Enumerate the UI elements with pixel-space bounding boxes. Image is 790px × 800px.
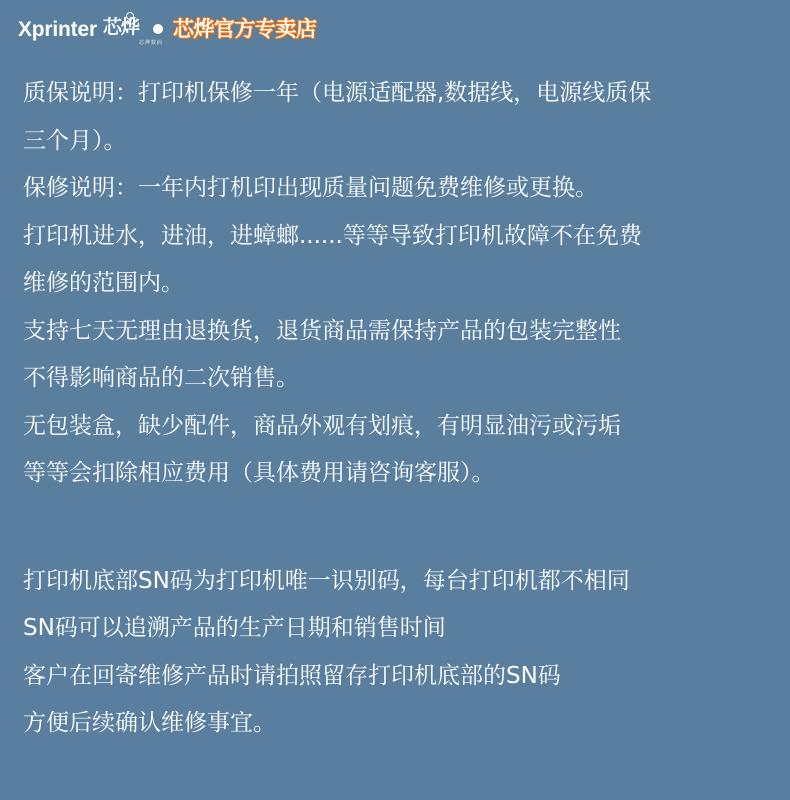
text-line-13: 方便后续确认维修事宜。 [23, 710, 276, 736]
text-line-9: 等等会扣除相应费用（具体费用请咨询客服）。 [23, 460, 495, 486]
text-line-8: 无包装盒，缺少配件，商品外观有划痕，有明显油污或污垢 [23, 412, 621, 439]
paragraph-gap [23, 498, 778, 558]
text-line-11: SN码可以追溯产品的生产日期和销售时间 [23, 615, 446, 641]
text-line-10: 打印机底部SN码为打印机唯一识别码，每台打印机都不相同 [23, 567, 630, 594]
separator-dot-icon [153, 24, 163, 34]
text-line-5: 维修的范围内。 [23, 270, 184, 296]
text-line-4: 打印机进水，进油，进蟑螂......等等导致打印机故障不在免费 [23, 222, 642, 249]
text-line-1: 质保说明：打印机保修一年（电源适配器,数据线，电源线质保 [23, 80, 652, 106]
brand-subtitle: 芯烨数码 [139, 40, 164, 46]
store-name: 芯烨官方专卖店 [172, 16, 317, 41]
text-line-7: 不得影响商品的二次销售。 [23, 365, 299, 391]
header [0, 0, 790, 52]
brand-chinese-name: 芯烨 [102, 15, 139, 38]
text-line-2: 三个月）。 [23, 127, 127, 154]
brand-english-name: Xprinter [18, 17, 97, 41]
text-line-3: 保修说明：一年内打机印出现质量问题免费维修或更换。 [23, 175, 598, 201]
text-line-12: 客户在回寄维修产品时请拍照留存打印机底部的SN码 [23, 662, 561, 689]
text-line-6: 支持七天无理由退换货，退货商品需保持产品的包装完整性 [23, 317, 621, 344]
brand-logo [18, 8, 316, 48]
warranty-text [23, 70, 778, 748]
